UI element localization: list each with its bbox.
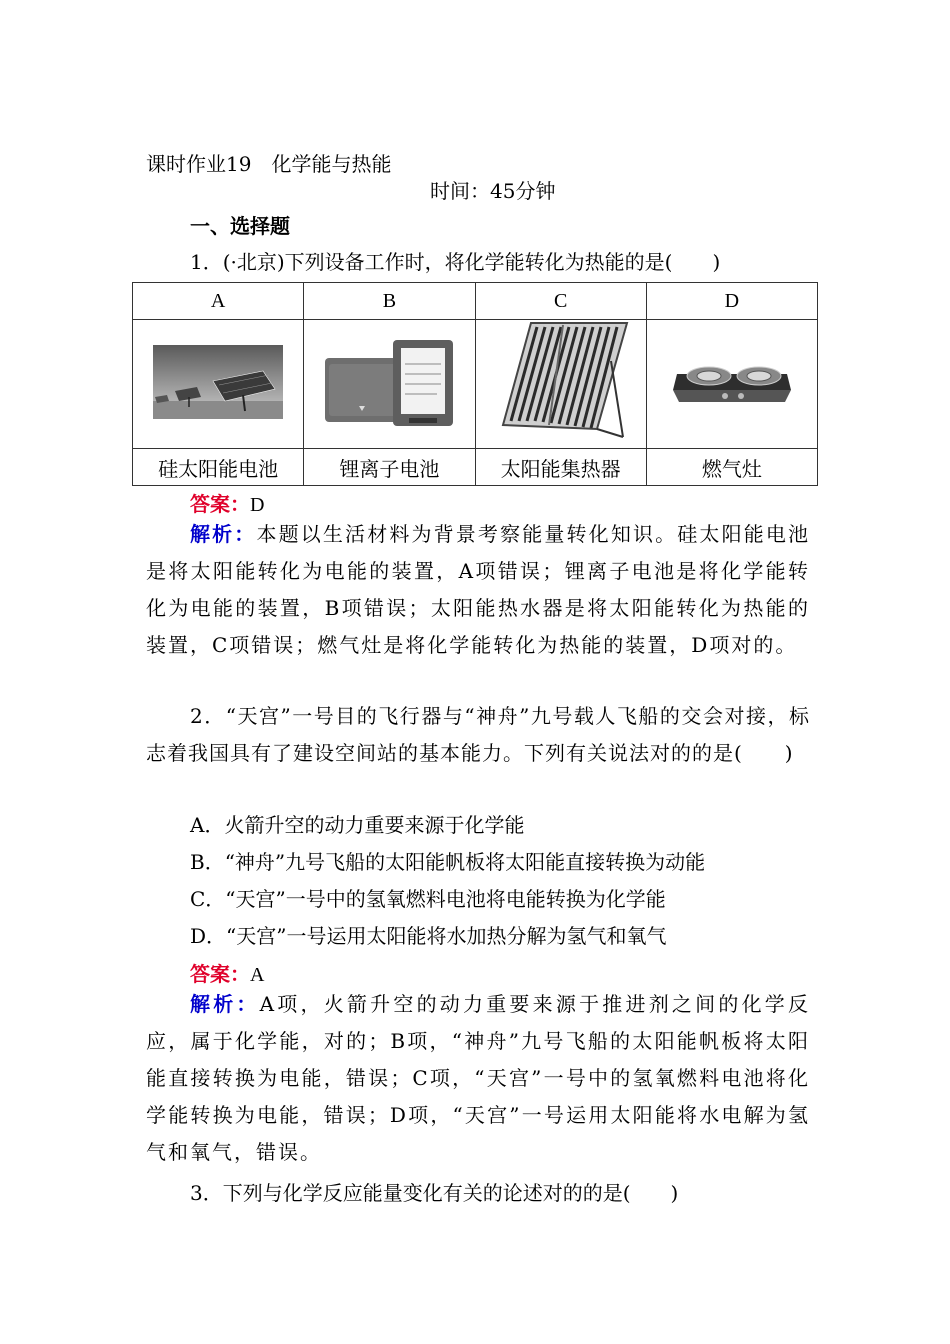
- answer-label: 答案：: [190, 492, 250, 516]
- analysis-text: A项，火箭升空的动力重要来源于推进剂之间的化学反应，属于化学能，对的；B项，“神舟”九号飞船的太阳能帆板将太阳能直接转换为电能，错误；C项，“天宫”一号中的氢氧燃料电池将化学能转换为电能，错误；D项，“天宫”一号运用太阳能将水电解为氢气和氧气，错误。: [146, 992, 810, 1164]
- analysis-label: 解析：: [190, 522, 257, 546]
- analysis-label: 解析：: [190, 992, 260, 1016]
- question-2-option-b: B．“神舟”九号飞船的太阳能帆板将太阳能直接转换为动能: [190, 850, 706, 874]
- answer-label: 答案：: [190, 962, 250, 986]
- solar-panel-photo: [133, 320, 304, 449]
- analysis-text: 本题以生活材料为背景考察能量转化知识。硅太阳能电池是将太阳能转化为电能的装置，A项错误；锂离子电池是将化学能转化为电能的装置，B项错误；太阳能热水器是将太阳能转化为热能的装置，C项错误；燃气灶是将化学能转化为热能的装置，D项对的。: [146, 522, 811, 657]
- answer-value: D: [250, 494, 265, 516]
- question-2-option-c: C．“天宫”一号中的氢氧燃料电池将电能转换为化学能: [190, 887, 666, 911]
- question-1-answer: [190, 488, 264, 517]
- question-2-analysis: [146, 986, 810, 1171]
- device-name-a: 硅太阳能电池: [133, 449, 304, 486]
- solar-collector-photo: [475, 320, 646, 449]
- column-header-c: C: [475, 283, 646, 320]
- answer-value: A: [250, 964, 265, 986]
- section-heading: 一、选择题: [190, 214, 290, 238]
- question-2-option-d: D．“天宫”一号运用太阳能将水加热分解为氢气和氧气: [190, 924, 667, 948]
- question-2-stem: 2．“天宫”一号目的飞行器与“神舟”九号载人飞船的交会对接，标志着我国具有了建设空间站的基本能力。下列有关说法对的的是( ): [146, 704, 810, 765]
- device-name-c: 太阳能集热器: [475, 449, 646, 486]
- column-header-b: B: [304, 283, 475, 320]
- question-2-option-a: A．火箭升空的动力重要来源于化学能: [190, 813, 525, 837]
- device-name-d: 燃气灶: [646, 449, 817, 486]
- question-1-analysis: [146, 516, 810, 664]
- question-1-stem: 1．(·北京)下列设备工作时，将化学能转化为热能的是( ): [190, 250, 721, 274]
- device-name-b: 锂离子电池: [304, 449, 475, 486]
- column-header-d: D: [646, 283, 817, 320]
- device-table: [132, 282, 818, 486]
- column-header-a: A: [133, 283, 304, 320]
- gas-stove-photo: [646, 320, 817, 449]
- time-limit: 时间：45分钟: [430, 179, 556, 203]
- lithium-battery-photo: [304, 320, 475, 449]
- page-title: 课时作业19 化学能与热能: [146, 152, 392, 176]
- question-2-answer: [190, 958, 264, 987]
- question-3-stem: 3．下列与化学反应能量变化有关的论述对的的是( ): [190, 1181, 679, 1205]
